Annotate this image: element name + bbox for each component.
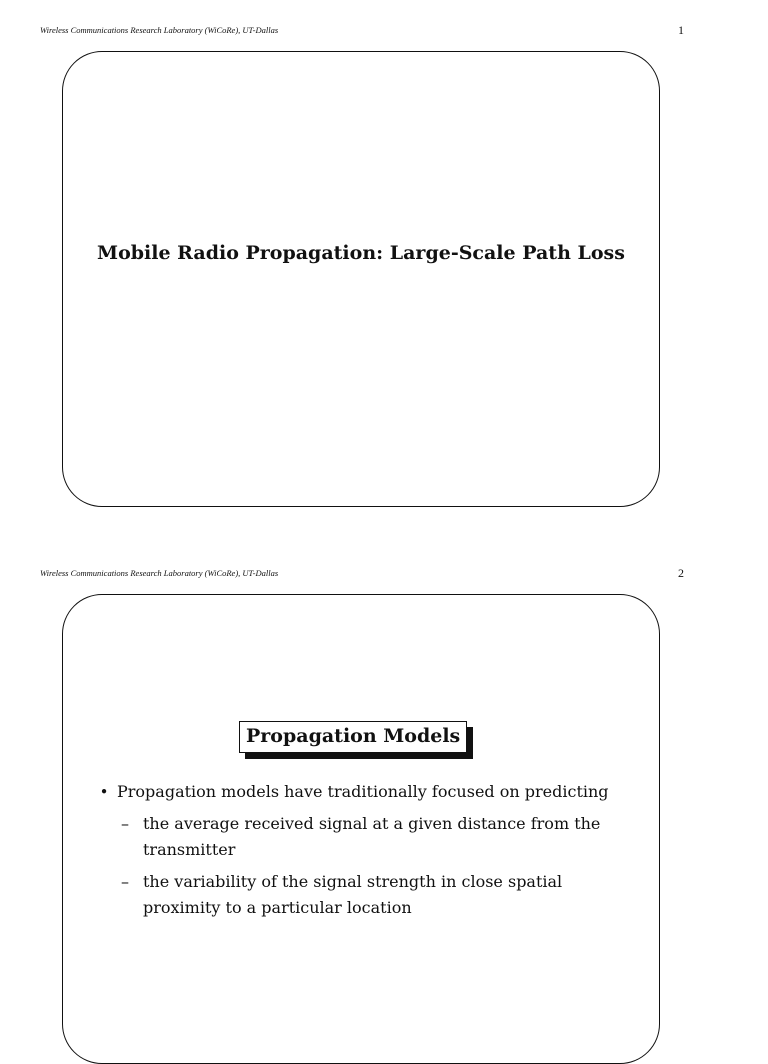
slide-1-header [40,23,684,37]
sub-list-item [97,869,637,921]
slide-title: Mobile Radio Propagation: Large-Scale Path Loss [97,242,625,264]
dash-icon: – [121,872,129,891]
lab-name: Wireless Communications Research Laboratory (WiCoRe), UT-Dallas [40,568,279,578]
slide-1-frame [62,51,660,507]
bullet-text: Propagation models have traditionally focused on predicting [117,782,609,801]
page-number: 2 [678,566,684,580]
bullet-icon: • [99,783,109,801]
section-heading-box [239,721,467,753]
bullet-list [97,779,637,921]
sub-list-item [97,811,637,863]
section-heading: Propagation Models [239,721,467,753]
dash-icon: – [121,814,129,833]
lab-name: Wireless Communications Research Laboratory (WiCoRe), UT-Dallas [40,25,279,35]
sub-item-text: the average received signal at a given distance from the transmitter [143,814,601,859]
sub-item-text: the variability of the signal strength in close spatial proximity to a particular location [143,872,563,917]
list-item [97,779,637,805]
slide-2-header [40,566,684,580]
slide-2-frame [62,594,660,1064]
page-number: 1 [678,23,684,37]
